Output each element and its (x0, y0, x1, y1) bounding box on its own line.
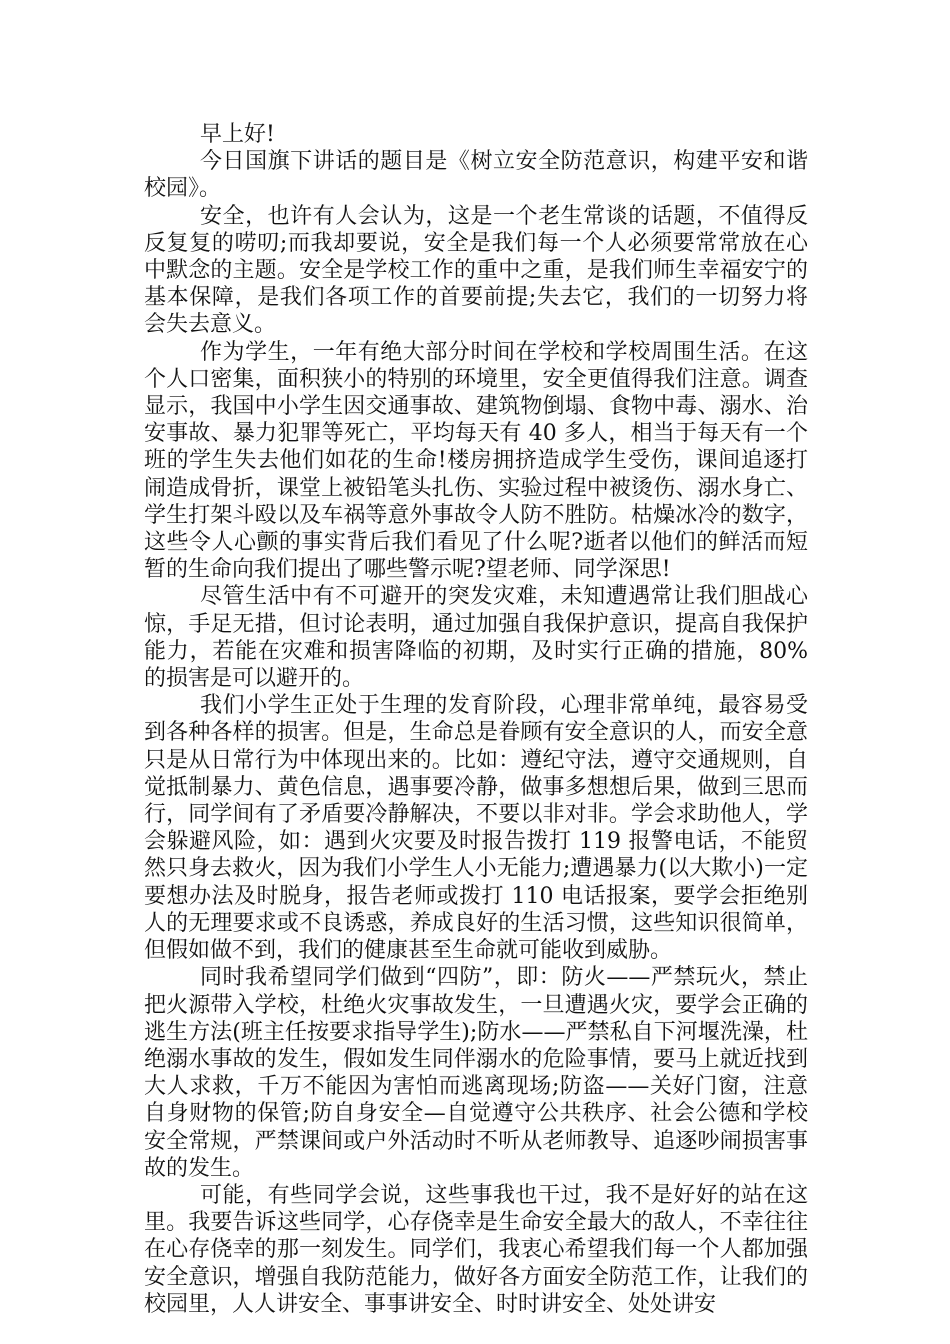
greeting-paragraph: 早上好! (200, 122, 275, 147)
speech-title-paragraph: 今日国旗下讲话的题目是《树立安全防范意识，构建平安和谐校园》。 (144, 149, 808, 202)
body-paragraph: 尽管生活中有不可避开的突发灾难，未知遭遇常让我们胆战心惊，手足无措，但讨论表明，通过加强自我保护意识，提高自我保护能力，若能在灾难和损害降临的初期，及时实行正确的措施，80%的损害是可以避开的。 (144, 584, 808, 692)
body-paragraph: 作为学生，一年有绝大部分时间在学校和学校周围生活。在这个人口密集，面积狭小的特别的环境里，安全更值得我们注意。调查显示，我国中小学生因交通事故、建筑物倒塌、食物中毒、溺水、治安事故、暴力犯罪等死亡，平均每天有 40 多人，相当于每天有一个班的学生失去他们如花的生命!楼房拥挤造成学生受伤，课间追逐打闹造成骨折，课堂上被铅笔头扎伤、实验过程中被烫伤、溺水身亡、学生打架斗殴以及车祸等意外事故令人防不胜防。枯燥冰冷的数字，这些令人心颤的事实背后我们看见了什么呢?逝者以他们的鲜活而短暂的生命向我们提出了哪些警示呢?望老师、同学深思! (144, 339, 808, 583)
body-paragraph: 可能，有些同学会说，这些事我也干过，我不是好好的站在这里。我要告诉这些同学，心存侥幸是生命安全最大的敌人，不幸往往在心存侥幸的那一刻发生。同学们，我衷心希望我们每一个人都加强安全意识，增强自我防范能力，做好各方面安全防范工作，让我们的校园里，人人讲安全、事事讲安全、时时讲安全、处处讲安 (144, 1182, 808, 1317)
body-paragraph: 安全，也许有人会认为，这是一个老生常谈的话题，不值得反反复复的唠叨;而我却要说，安全是我们每一个人必须要常常放在心中默念的主题。安全是学校工作的重中之重，是我们师生幸福安宁的基本保障，是我们各项工作的首要前提;失去它，我们的一切努力将会失去意义。 (144, 203, 808, 338)
speech-text-body (144, 121, 808, 1318)
body-paragraph: 我们小学生正处于生理的发育阶段，心理非常单纯，最容易受到各种各样的损害。但是，生命总是眷顾有安全意识的人，而安全意只是从日常行为中体现出来的。比如：遵纪守法，遵守交通规则，自觉抵制暴力、黄色信息，遇事要冷静，做事多想想后果，做到三思而行，同学间有了矛盾要冷静解决，不要以非对非。学会求助他人，学会躲避风险，如：遇到火灾要及时报告拨打 119 报警电话，不能贸然只身去救火，因为我们小学生人小无能力;遭遇暴力(以大欺小)一定要想办法及时脱身，报告老师或拨打 110 电话报案，要学会拒绝别人的无理要求或不良诱惑，养成良好的生活习惯，这些知识很简单，但假如做不到，我们的健康甚至生命就可能收到威胁。 (144, 693, 808, 964)
body-paragraph: 同时我希望同学们做到“四防”，即：防火——严禁玩火，禁止把火源带入学校，杜绝火灾事故发生，一旦遭遇火灾，要学会正确的逃生方法(班主任按要求指导学生);防水——严禁私自下河堰洗澡，杜绝溺水事故的发生，假如发生同伴溺水的危险事情，要马上就近找到大人求救，千万不能因为害怕而逃离现场;防盗——关好门窗，注意自身财物的保管;防自身安全—自觉遵守公共秩序、社会公德和学校安全常规，严禁课间或户外活动时不听从老师教导、追逐吵闹损害事故的发生。 (144, 965, 808, 1181)
